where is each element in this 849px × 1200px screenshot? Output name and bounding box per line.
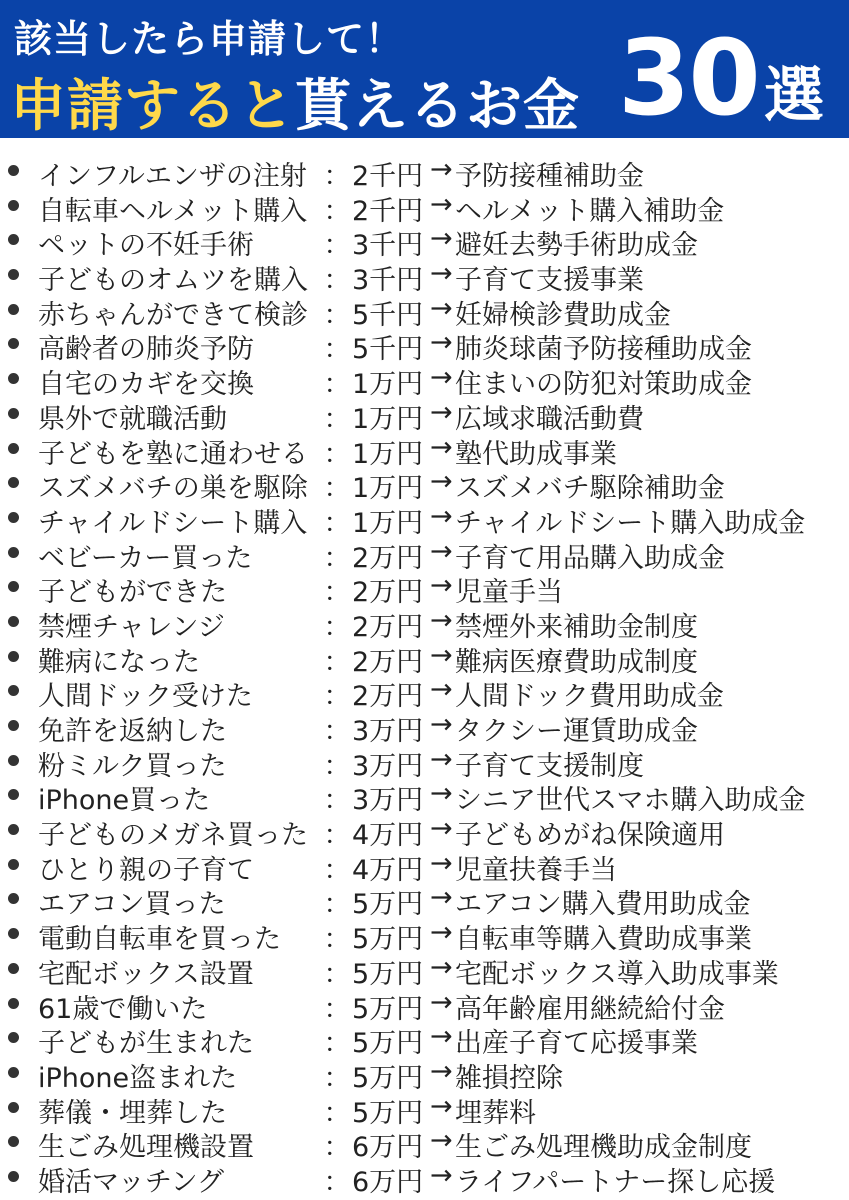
list-item	[0, 878, 849, 921]
separator: ：	[323, 716, 351, 747]
amount-label: 2万円	[352, 681, 424, 713]
bullet-icon	[8, 234, 19, 245]
arrow-icon: →	[430, 743, 453, 775]
program-label: シニア世代スマホ購入助成金	[455, 785, 806, 817]
bullet-icon	[8, 963, 19, 974]
bullet-icon	[8, 1067, 19, 1078]
separator: ：	[323, 507, 351, 539]
program-label: 児童手当	[455, 577, 563, 609]
separator: ：	[323, 958, 351, 990]
situation-label: 子どもができた	[38, 577, 227, 609]
arrow-icon: →	[430, 604, 453, 636]
list-item	[0, 774, 849, 817]
amount-label: 4万円	[352, 854, 424, 886]
situation-label: iPhone盗まれた	[38, 1062, 238, 1094]
situation-label: 子どものオムツを購入	[38, 265, 308, 297]
arrow-icon: →	[430, 292, 453, 324]
arrow-icon: →	[430, 639, 453, 671]
arrow-icon: →	[430, 535, 453, 567]
amount-label: 5万円	[352, 993, 424, 1025]
situation-label: 免許を返納した	[38, 716, 227, 747]
list-item	[0, 705, 849, 747]
amount-label: 6万円	[352, 1166, 424, 1198]
bullet-icon	[8, 998, 19, 1009]
bullet-icon	[8, 1032, 19, 1043]
list-item	[0, 1052, 849, 1094]
amount-label: 3千円	[352, 230, 424, 262]
amount-label: 5千円	[352, 299, 424, 331]
amount-label: 4万円	[352, 820, 424, 852]
bullet-icon	[8, 338, 19, 349]
bullet-icon	[8, 512, 19, 523]
situation-label: 禁煙チャレンジ	[38, 611, 225, 643]
list-item	[0, 150, 849, 192]
list-item	[0, 462, 849, 505]
arrow-icon: →	[430, 1125, 453, 1157]
separator: ：	[323, 854, 351, 886]
amount-label: 2千円	[352, 195, 424, 227]
situation-label: 赤ちゃんができて検診	[38, 299, 308, 331]
arrow-icon: →	[430, 986, 453, 1018]
program-label: 自転車等購入費助成事業	[455, 924, 752, 956]
separator: ：	[323, 993, 351, 1025]
main-title	[10, 62, 580, 142]
arrow-icon: →	[430, 674, 453, 706]
situation-label: エアコン買った	[38, 889, 226, 921]
situation-label: 高齢者の肺炎予防	[38, 334, 254, 366]
separator: ：	[323, 403, 351, 435]
list-item	[0, 566, 849, 609]
situation-label: 自宅のカギを交換	[38, 369, 254, 401]
subsidy-list	[0, 150, 849, 1198]
program-label: 宅配ボックス導入助成事業	[455, 958, 779, 990]
separator: ：	[323, 299, 351, 331]
list-item	[0, 948, 849, 990]
separator: ：	[323, 438, 351, 470]
amount-label: 5万円	[352, 1097, 424, 1129]
separator: ：	[323, 230, 351, 262]
list-item	[0, 219, 849, 262]
list-item	[0, 428, 849, 470]
list-item	[0, 185, 849, 227]
separator: ：	[323, 577, 351, 609]
amount-label: 3万円	[352, 750, 424, 782]
separator: ：	[323, 924, 351, 956]
separator: ：	[323, 750, 351, 782]
arrow-icon: →	[430, 396, 453, 428]
situation-label: 難病になった	[38, 646, 200, 678]
list-item	[0, 497, 849, 539]
amount-label: 6万円	[352, 1132, 424, 1164]
list-item	[0, 844, 849, 886]
situation-label: 生ごみ処理機設置	[38, 1132, 254, 1164]
separator: ：	[323, 369, 351, 401]
amount-label: 2万円	[352, 542, 424, 574]
amount-label: 5万円	[352, 889, 424, 921]
amount-label: 1万円	[352, 403, 424, 435]
amount-label: 5千円	[352, 334, 424, 366]
amount-label: 3千円	[352, 265, 424, 297]
arrow-icon: →	[430, 847, 453, 879]
amount-label: 1万円	[352, 369, 424, 401]
list-item	[0, 809, 849, 852]
bullet-icon	[8, 685, 19, 696]
bullet-icon	[8, 200, 19, 211]
program-label: チャイルドシート購入助成金	[455, 507, 806, 539]
amount-label: 1万円	[352, 473, 424, 505]
bullet-icon	[8, 408, 19, 419]
amount-label: 2万円	[352, 611, 424, 643]
bullet-icon	[8, 373, 19, 384]
program-label: 子育て用品購入助成金	[455, 542, 725, 574]
title-highlight: 申請すると	[10, 74, 295, 139]
separator: ：	[323, 161, 351, 192]
title-rest: 貰えるお金	[295, 74, 580, 139]
arrow-icon: →	[430, 362, 453, 394]
program-label: 広域求職活動費	[455, 403, 644, 435]
bullet-icon	[8, 893, 19, 904]
bullet-icon	[8, 269, 19, 280]
amount-label: 2万円	[352, 646, 424, 678]
arrow-icon: →	[430, 917, 453, 949]
situation-label: チャイルドシート購入	[38, 507, 308, 539]
list-item	[0, 1121, 849, 1164]
program-label: 難病医療費助成制度	[455, 646, 698, 678]
bullet-icon	[8, 616, 19, 627]
situation-label: インフルエンザの注射	[38, 161, 307, 192]
situation-label: 人間ドック受けた	[38, 681, 253, 713]
situation-label: ひとり親の子育て	[38, 854, 254, 886]
item-count-suffix: 選	[764, 61, 824, 131]
arrow-icon: →	[430, 570, 453, 602]
bullet-icon	[8, 651, 19, 662]
arrow-icon: →	[430, 466, 453, 498]
program-label: 子どもめがね保険適用	[455, 820, 725, 852]
bullet-icon	[8, 789, 19, 800]
arrow-icon: →	[430, 882, 453, 914]
amount-label: 5万円	[352, 1062, 424, 1094]
program-label: エアコン購入費用助成金	[455, 889, 751, 921]
situation-label: 葬儀・埋葬した	[38, 1097, 227, 1129]
bullet-icon	[8, 1102, 19, 1113]
program-label: 埋葬料	[455, 1097, 536, 1129]
program-label: 予防接種補助金	[455, 161, 644, 192]
list-item	[0, 913, 849, 956]
arrow-icon: →	[430, 327, 453, 359]
bullet-icon	[8, 581, 19, 592]
arrow-icon: →	[430, 709, 453, 740]
program-label: 子育て支援制度	[455, 750, 644, 782]
arrow-icon: →	[430, 500, 453, 532]
header-banner	[0, 0, 849, 138]
situation-label: スズメバチの巣を駆除	[38, 473, 308, 505]
arrow-icon: →	[430, 778, 453, 810]
program-label: 高年齢雇用継続給付金	[455, 993, 725, 1025]
situation-label: 子どもが生まれた	[38, 1028, 254, 1060]
arrow-icon: →	[430, 154, 453, 185]
arrow-icon: →	[430, 1021, 453, 1053]
bullet-icon	[8, 755, 19, 766]
list-item	[0, 254, 849, 297]
arrow-icon: →	[430, 1159, 453, 1191]
separator: ：	[323, 785, 351, 817]
subtitle: 該当したら申請して！	[14, 17, 405, 61]
separator: ：	[323, 889, 351, 921]
separator: ：	[323, 820, 351, 852]
program-label: ライフパートナー探し応援	[455, 1166, 776, 1198]
amount-label: 5万円	[352, 958, 424, 990]
amount-label: 1万円	[352, 438, 424, 470]
arrow-icon: →	[430, 223, 453, 255]
list-item	[0, 1156, 849, 1198]
list-item	[0, 983, 849, 1025]
situation-label: 子どもを塾に通わせる	[38, 438, 308, 470]
program-label: 肺炎球菌予防接種助成金	[455, 334, 752, 366]
amount-label: 2万円	[352, 577, 424, 609]
list-item	[0, 289, 849, 331]
bullet-icon	[8, 165, 19, 176]
program-label: 雑損控除	[455, 1062, 563, 1094]
amount-label: 5万円	[352, 924, 424, 956]
list-item	[0, 740, 849, 782]
situation-label: ペットの不妊手術	[38, 230, 254, 262]
amount-label: 1万円	[352, 507, 424, 539]
separator: ：	[323, 542, 351, 574]
bullet-icon	[8, 443, 19, 454]
separator: ：	[323, 1132, 351, 1164]
list-item	[0, 1017, 849, 1060]
separator: ：	[323, 334, 351, 366]
list-item	[0, 532, 849, 574]
separator: ：	[323, 646, 351, 678]
list-item	[0, 323, 849, 366]
separator: ：	[323, 473, 351, 505]
list-item	[0, 358, 849, 401]
item-count: 30	[618, 17, 759, 139]
arrow-icon: →	[430, 431, 453, 463]
bullet-icon	[8, 720, 19, 731]
program-label: 生ごみ処理機助成金制度	[455, 1132, 752, 1164]
separator: ：	[323, 1028, 351, 1060]
situation-label: 県外で就職活動	[38, 403, 227, 435]
situation-label: 宅配ボックス設置	[38, 958, 254, 990]
situation-label: 自転車ヘルメット購入	[38, 195, 308, 227]
bullet-icon	[8, 859, 19, 870]
program-label: 出産子育て応援事業	[455, 1028, 698, 1060]
separator: ：	[323, 195, 351, 227]
situation-label: 61歳で働いた	[38, 993, 208, 1025]
situation-label: 電動自転車を買った	[38, 924, 281, 956]
separator: ：	[323, 681, 351, 713]
program-label: 住まいの防犯対策助成金	[455, 369, 752, 401]
situation-label: ベビーカー買った	[38, 542, 253, 574]
arrow-icon: →	[430, 813, 453, 845]
list-item	[0, 636, 849, 678]
bullet-icon	[8, 547, 19, 558]
program-label: スズメバチ駆除補助金	[455, 473, 725, 505]
bullet-icon	[8, 1136, 19, 1147]
program-label: 子育て支援事業	[455, 265, 644, 297]
program-label: 妊婦検診費助成金	[455, 299, 671, 331]
arrow-icon: →	[430, 951, 453, 983]
program-label: 児童扶養手当	[455, 854, 617, 886]
arrow-icon: →	[430, 188, 453, 220]
list-item	[0, 1087, 849, 1129]
program-label: タクシー運賃助成金	[455, 716, 698, 747]
bullet-icon	[8, 1171, 19, 1182]
amount-label: 3万円	[352, 716, 424, 747]
situation-label: 子どものメガネ買った	[38, 820, 308, 852]
separator: ：	[323, 1097, 351, 1129]
separator: ：	[323, 1166, 351, 1198]
program-label: 避妊去勢手術助成金	[455, 230, 698, 262]
amount-label: 3万円	[352, 785, 424, 817]
separator: ：	[323, 265, 351, 297]
program-label: 人間ドック費用助成金	[455, 681, 724, 713]
bullet-icon	[8, 304, 19, 315]
program-label: 塾代助成事業	[455, 438, 617, 470]
arrow-icon: →	[430, 1090, 453, 1122]
list-item	[0, 670, 849, 713]
program-label: ヘルメット購入補助金	[455, 195, 725, 227]
situation-label: 粉ミルク買った	[38, 750, 227, 782]
bullet-icon	[8, 477, 19, 488]
program-label: 禁煙外来補助金制度	[455, 611, 698, 643]
arrow-icon: →	[430, 258, 453, 290]
bullet-icon	[8, 928, 19, 939]
arrow-icon: →	[430, 1055, 453, 1087]
list-item	[0, 393, 849, 435]
situation-label: 婚活マッチング	[38, 1166, 225, 1198]
amount-label: 2千円	[352, 161, 424, 192]
separator: ：	[323, 1062, 351, 1094]
situation-label: iPhone買った	[38, 785, 211, 817]
list-item	[0, 601, 849, 643]
amount-label: 5万円	[352, 1028, 424, 1060]
separator: ：	[323, 611, 351, 643]
bullet-icon	[8, 824, 19, 835]
